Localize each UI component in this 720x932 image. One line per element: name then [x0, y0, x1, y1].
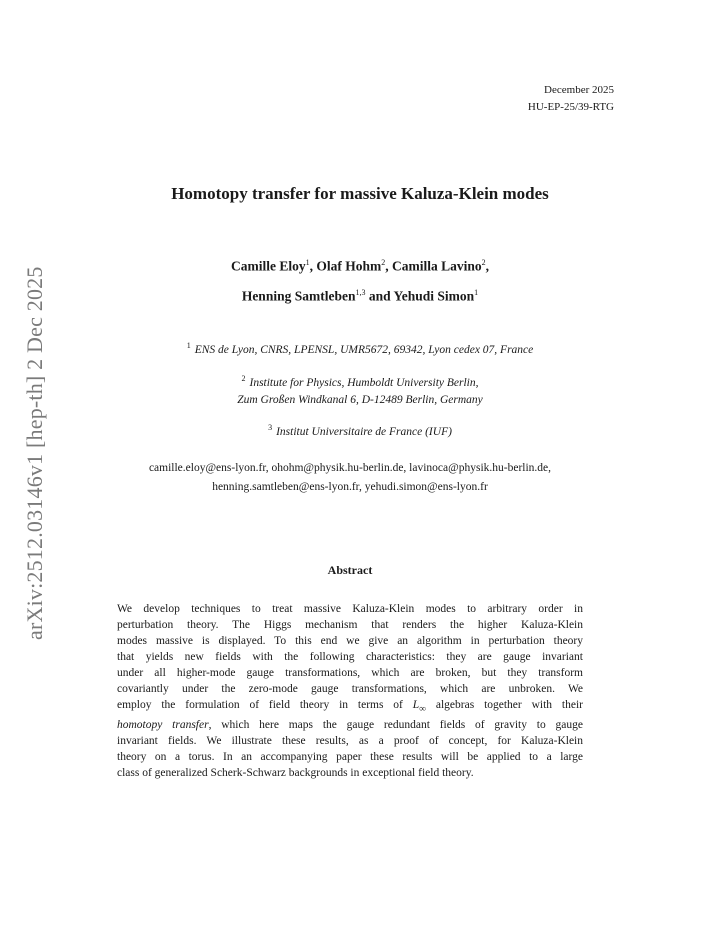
author-affiliation-mark: 2 — [381, 258, 386, 267]
abstract-text: , which here maps the gauge redundant fields of gravity to gauge — [208, 719, 583, 732]
abstract-line — [117, 717, 583, 733]
affiliation-text: Institut Universitaire de France (IUF) — [276, 425, 452, 438]
author-name: Henning Samtleben — [241, 288, 356, 303]
abstract-line: that yields new fields with the following characteristics: they are gauge invariant — [117, 651, 583, 663]
math-symbol: L — [412, 699, 420, 711]
abstract-line: perturbation theory. The Higgs mechanism that renders the higher Kaluza-Klein — [117, 619, 583, 631]
email-list — [0, 459, 700, 497]
affiliation-text: ENS de Lyon, CNRS, LPENSL, UMR5672, 69342, Lyon cedex 07, France — [194, 343, 534, 356]
abstract-text: algebras together with their — [426, 699, 583, 711]
preprint-date: December 2025 — [544, 84, 614, 96]
author-affiliation-mark: 1 — [474, 287, 479, 297]
emphasized-term: homotopy transfer — [117, 719, 209, 732]
author-name: Camille Eloy — [230, 258, 306, 274]
author-affiliation-mark: 2 — [481, 258, 486, 267]
abstract-line: under all higher-mode gauge transformations, which are broken, but they transform — [117, 667, 583, 679]
email-line: camille.eloy@ens-lyon.fr, ohohm@physik.hu-berlin.de, lavinoca@physik.hu-berlin.de, — [148, 462, 552, 474]
author-affiliation-mark: 1 — [305, 258, 310, 267]
author-line-2 — [0, 280, 720, 310]
affiliation-3 — [0, 419, 720, 441]
author-conjunction: and — [368, 288, 391, 303]
affiliation-line: Zum Großen Windkanal 6, D-12489 Berlin, Germany — [237, 393, 483, 406]
preprint-number: HU-EP-25/39-RTG — [527, 101, 614, 113]
abstract-body — [117, 601, 583, 781]
author-affiliation-mark: 1,3 — [355, 287, 366, 297]
abstract-text: employ the formulation of field theory in terms of — [117, 699, 413, 711]
affiliation-line — [0, 370, 720, 392]
arxiv-identifier: arXiv:2512.03146v1 [hep-th] 2 Dec 2025 — [22, 266, 47, 640]
abstract-line: covariantly under the zero-mode gauge transformations, which are unbroken. We — [117, 683, 583, 695]
affiliation-mark: 3 — [268, 423, 273, 432]
paper-title: Homotopy transfer for massive Kaluza-Klein modes — [171, 184, 549, 203]
abstract-heading: Abstract — [327, 563, 373, 577]
math-subscript: ∞ — [419, 703, 427, 715]
affiliation-1 — [0, 337, 720, 359]
affiliation-2 — [0, 370, 720, 409]
abstract-line: We develop techniques to treat massive Kaluza-Klein modes to arbitrary order in — [117, 603, 583, 615]
preprint-info — [528, 82, 614, 116]
abstract-line: modes massive is displayed. To this end we give an algorithm in perturbation theory — [117, 635, 583, 647]
email-line: henning.samtleben@ens-lyon.fr, yehudi.simon@ens-lyon.fr — [212, 481, 488, 493]
affiliation-mark: 1 — [186, 341, 191, 350]
author-name: Olaf Hohm — [316, 258, 382, 274]
affiliation-text: Institute for Physics, Humboldt University Berlin, — [249, 376, 479, 389]
abstract-line: theory on a torus. In an accompanying paper these results will be applied to a large — [117, 751, 583, 764]
affiliation-mark: 2 — [241, 374, 246, 383]
author-list — [0, 250, 720, 309]
author-name: Yehudi Simon — [393, 288, 475, 303]
author-line-1: Camille Eloy$^1$, Olaf Hohm$^2$, Camilla Lavino$^2$, — [230, 258, 490, 274]
abstract-line: invariant fields. We illustrate these results, as a proof of concept, for Kaluza-Klein — [117, 735, 583, 748]
abstract-line: class of generalized Scherk-Schwarz backgrounds in exceptional field theory. — [117, 767, 474, 780]
author-name: Camilla Lavino — [392, 258, 482, 274]
abstract-line — [117, 697, 583, 717]
